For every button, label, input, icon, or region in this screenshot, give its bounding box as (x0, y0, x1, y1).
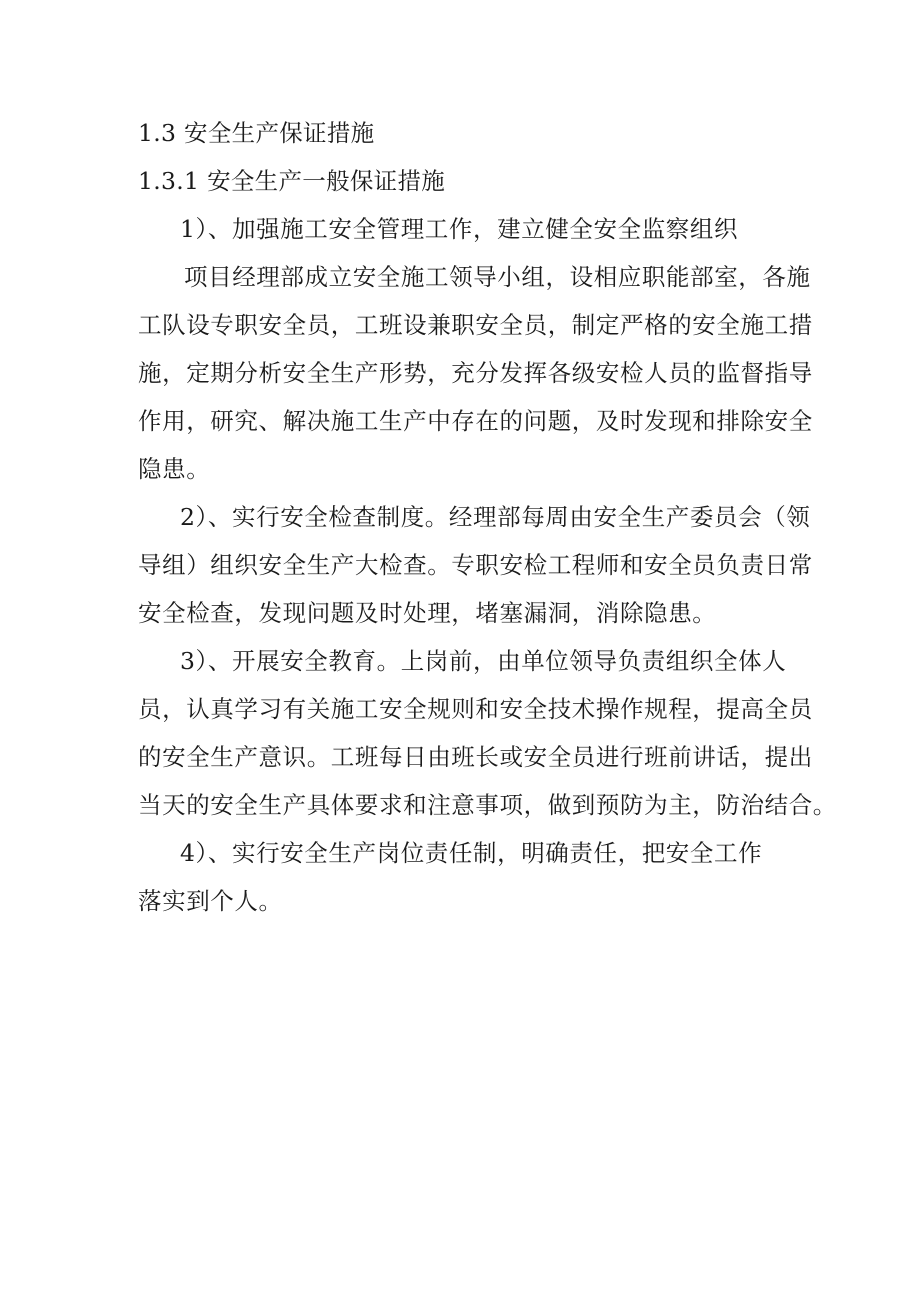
item-2-line: 导组）组织安全生产大检查。专职安检工程师和安全员负责日常 (138, 551, 813, 579)
item-1-line: 作用，研究、解决施工生产中存在的问题，及时发现和排除安全 (138, 407, 813, 435)
item-2-line: 安全检查，发现问题及时处理，堵塞漏洞，消除隐患。 (138, 599, 717, 627)
item-1-line: 隐患。 (138, 455, 211, 483)
item-1-title: 1）、加强施工安全管理工作，建立健全安全监察组织 (180, 215, 739, 243)
item-4-line: 落实到个人。 (138, 887, 283, 915)
item-4-line: 4）、实行安全生产岗位责任制，明确责任，把安全工作 (180, 839, 763, 867)
item-1-line: 工队设专职安全员，工班设兼职安全员，制定严格的安全施工措 (138, 311, 813, 339)
section-heading: 1.3 安全生产保证措施 (138, 119, 375, 147)
item-1-line: 施，定期分析安全生产形势，充分发挥各级安检人员的监督指导 (138, 359, 813, 387)
item-1-line: 项目经理部成立安全施工领导小组，设相应职能部室，各施 (184, 263, 811, 291)
item-3-line: 员，认真学习有关施工安全规则和安全技术操作规程，提高全员 (138, 695, 813, 723)
item-3-line: 当天的安全生产具体要求和注意事项，做到预防为主，防治结合。 (138, 791, 837, 819)
item-3-line: 3）、开展安全教育。上岗前，由单位领导负责组织全体人 (180, 647, 787, 675)
subsection-heading: 1.3.1 安全生产一般保证措施 (138, 167, 446, 195)
item-2-line: 2）、实行安全检查制度。经理部每周由安全生产委员会（领 (180, 503, 811, 531)
item-3-line: 的安全生产意识。工班每日由班长或安全员进行班前讲话，提出 (138, 743, 813, 771)
